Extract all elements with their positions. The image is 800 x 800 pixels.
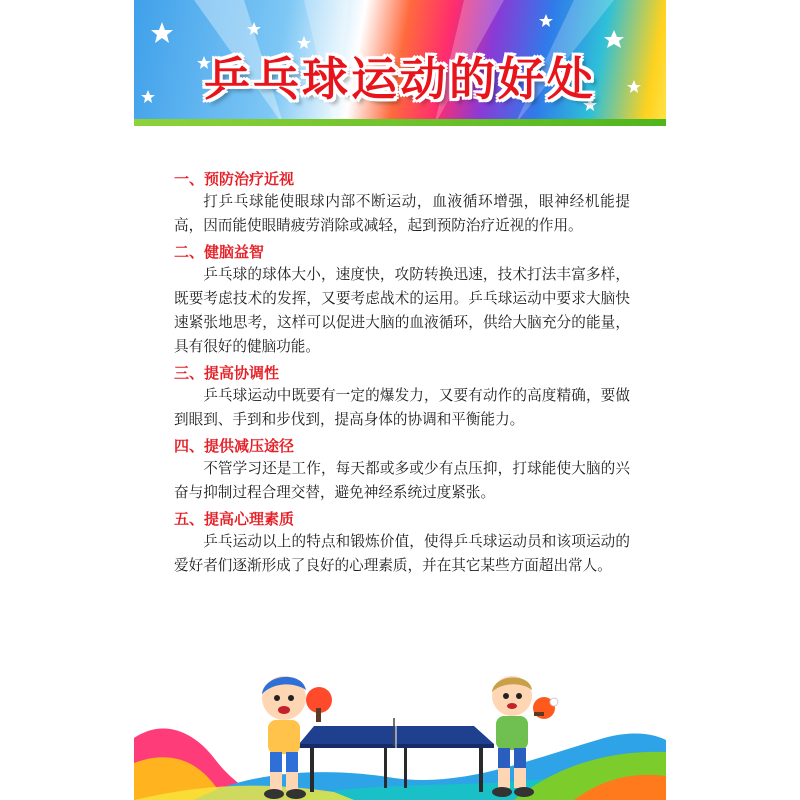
banner-stripe <box>134 119 666 126</box>
content-area <box>174 168 630 581</box>
section-heading: 一、预防治疗近视 <box>174 170 295 188</box>
section-body: 打乒乓球能使眼球内部不断运动，血液循环增强，眼神经机能提高，因而能使眼睛疲劳消除或减轻，起到预防治疗近视的作用。 <box>174 193 630 234</box>
section <box>174 508 630 578</box>
section <box>174 168 630 238</box>
page-title: 乒乓球运动的好处 <box>204 52 596 106</box>
section-heading: 二、健脑益智 <box>174 243 265 261</box>
section-heading: 四、提供减压途径 <box>174 437 295 455</box>
section <box>174 435 630 505</box>
section-heading: 五、提高心理素质 <box>174 510 295 528</box>
section-body: 乒乓球的球体大小，速度快，攻防转换迅速，技术打法丰富多样，既要考虑技术的发挥，又要考虑战术的运用。乒乓球运动中要求大脑快速紧张地思考，这样可以促进大脑的血液循环，供给大脑充分的能量，具有很好的健脑功能。 <box>174 266 630 355</box>
section-body: 乒乓球运动中既要有一定的爆发力，又要有动作的高度精确，要做到眼到、手到和步伐到，提高身体的协调和平衡能力。 <box>174 387 630 428</box>
section <box>174 362 630 432</box>
header-banner <box>134 0 666 126</box>
section-heading: 三、提高协调性 <box>174 364 280 382</box>
section <box>174 241 630 359</box>
section-body: 乒乓运动以上的特点和锻炼价值，使得乒乓球运动员和该项运动的爱好者们逐渐形成了良好的心理素质，并在其它某些方面超出常人。 <box>174 533 630 574</box>
footer-illustration <box>134 668 666 800</box>
section-body: 不管学习还是工作，每天都或多或少有点压抑，打球能使大脑的兴奋与抑制过程合理交替，避免神经系统过度紧张。 <box>174 460 630 501</box>
poster <box>134 0 666 800</box>
